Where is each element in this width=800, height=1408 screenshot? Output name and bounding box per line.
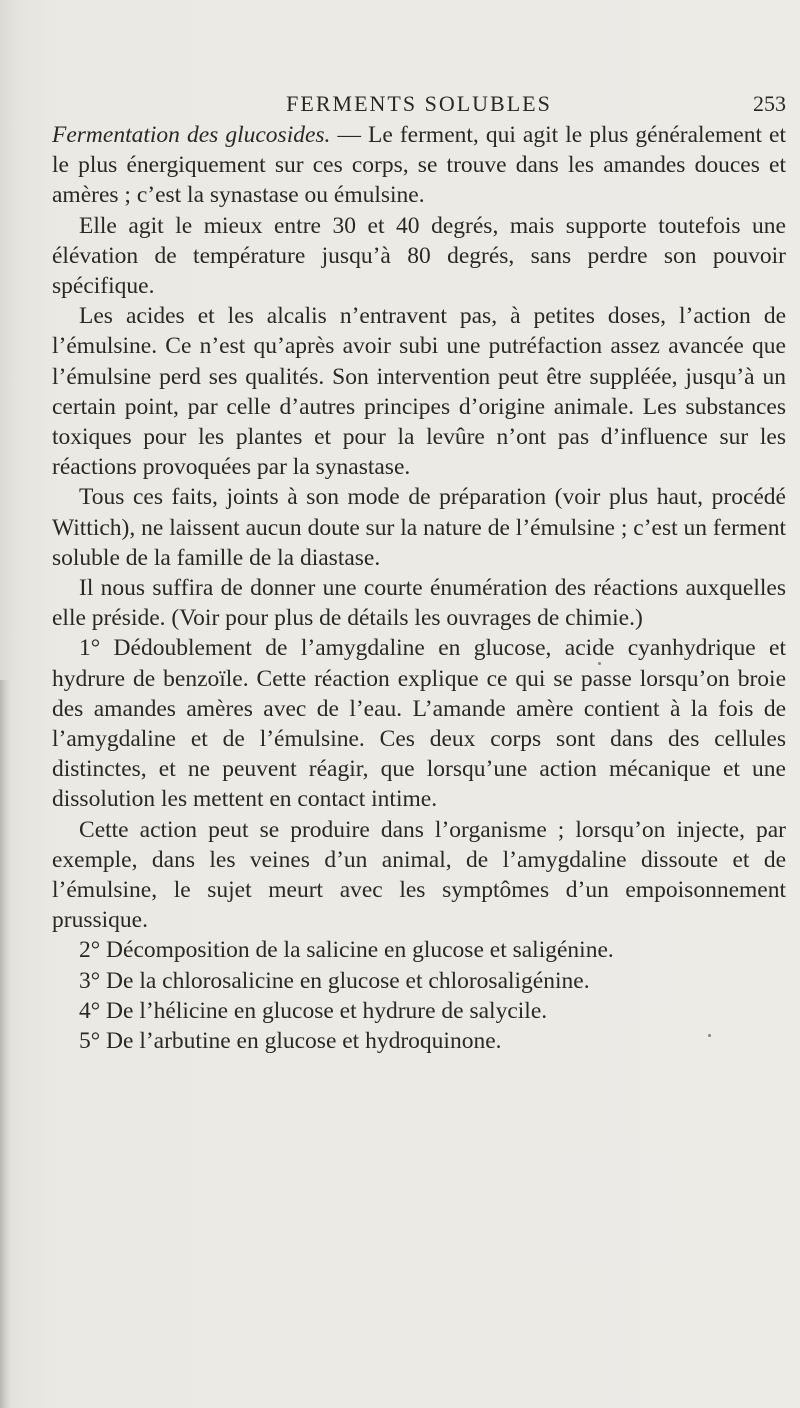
- list-item-arbutine: 5° De l’arbutine en glucose et hydroquinone.: [79, 1028, 502, 1055]
- paragraph-nature-emulsine: Tous ces faits, joints à son mode de préparation (voir plus haut, procédé Wittich), ne laissent aucun doute sur la nature de l’émulsine ; c’est un ferment soluble de la famille de la diastase.: [52, 484, 786, 571]
- list-item-helicine: 4° De l’hélicine en glucose et hydrure de salycile.: [79, 997, 548, 1024]
- page-header: [52, 87, 786, 121]
- paragraph-amygdaline: 1° Dédoublement de l’amygdaline en glucose, acide cyanhydrique et hydrure de benzoïle. Cette réaction explique ce qui se passe lorsqu’on broie des amandes amères avec de l’eau. L’amande amère contient à la fois de l’amygdaline et de l’émulsine. Ces deux corps sont dans des cellules distinctes, et ne peuvent réagir, que lorsqu’une action mécanique et une dissolution les mettent en contact intime.: [52, 635, 786, 813]
- paragraph-organisme: Cette action peut se produire dans l’organisme ; lorsqu’on injecte, par exemple, dans les veines d’un animal, de l’amygdaline dissoute et de l’émulsine, le sujet meurt avec les symptômes d’un empoisonnement prussique.: [52, 816, 786, 934]
- page-number: 253: [753, 91, 786, 116]
- ink-speck: [598, 662, 601, 665]
- list-item-chlorosalicine: 3° De la chlorosalicine en glucose et chlorosaligénine.: [79, 967, 590, 994]
- paragraph-text: — Le ferment, qui agit le plus généralement et le plus énergiquement sur ces corps, se trouve dans les amandes douces et amères ; c’est la synastase ou émulsine.: [52, 122, 786, 209]
- page-edge-shadow: [0, 680, 10, 1408]
- section-heading: Fermentation des glucosides.: [52, 122, 331, 148]
- paragraph-enumeration: Il nous suffira de donner une courte énumération des réactions auxquelles elle préside. (Voir pour plus de détails les ouvrages de chimie.): [52, 575, 786, 632]
- running-title: FERMENTS SOLUBLES: [286, 91, 552, 116]
- body-text: [52, 120, 786, 1056]
- list-item-salicine: 2° Décomposition de la salicine en glucose et saligénine.: [79, 937, 614, 964]
- paragraph-temperature: Elle agit le mieux entre 30 et 40 degrés, mais supporte toutefois une élévation de température jusqu’à 80 degrés, sans perdre son pouvoir spécifique.: [52, 212, 786, 300]
- paragraph-acides-alcalis: Les acides et les alcalis n’entravent pas, à petites doses, l’action de l’émulsine. Ce n’est qu’après avoir subi une putréfaction assez avancée que l’émulsine perd ses qualités. Son intervention peut être suppléée, jusqu’à un certain point, par celle d’autres principes d’origine animale. Les substances toxiques pour les plantes et pour la levûre n’ont pas d’influence sur les réactions provoquées par la synastase.: [52, 303, 786, 481]
- paragraph-fermentation-glucosides: [52, 120, 786, 211]
- ink-speck: [708, 1034, 711, 1037]
